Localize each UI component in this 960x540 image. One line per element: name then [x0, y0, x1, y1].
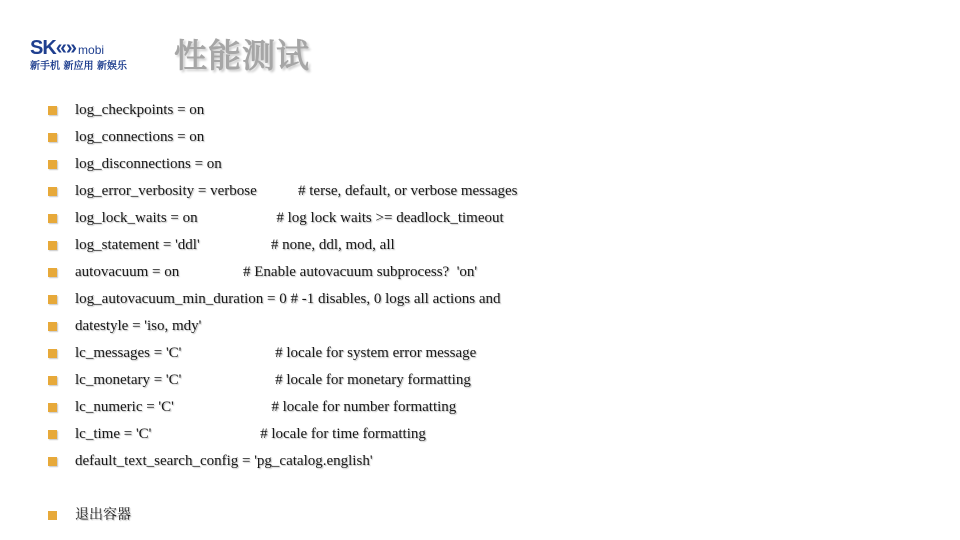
bullet-text: lc_numeric = 'C' # locale for number formatting [75, 399, 457, 415]
bullet-text: datestyle = 'iso, mdy' [75, 318, 202, 334]
bullet-square-icon [48, 187, 57, 196]
bullet-square-icon [48, 241, 57, 250]
logo-mark [30, 38, 104, 60]
bullet-text: log_autovacuum_min_duration = 0 # -1 disables, 0 logs all actions and [75, 291, 501, 307]
bullet-square-icon [48, 457, 57, 466]
bullet-square-icon [48, 349, 57, 358]
bullet-square-icon [48, 160, 57, 169]
company-logo [30, 38, 154, 74]
bullet-text: lc_monetary = 'C' # locale for monetary formatting [75, 372, 471, 388]
bullet-text: log_error_verbosity = verbose # terse, default, or verbose messages [75, 183, 518, 199]
logo-tagline: 新手机 新应用 新娱乐 [30, 61, 127, 72]
logo-chevrons-icon: «» [55, 37, 77, 59]
bullet-square-icon [48, 403, 57, 412]
bullet-square-icon [48, 214, 57, 223]
bullet-text: autovacuum = on # Enable autovacuum subprocess? 'on' [75, 264, 478, 280]
bullet-square-icon [48, 511, 57, 520]
bullet-square-icon [48, 106, 57, 115]
bullet-square-icon [48, 376, 57, 385]
bullet-text: log_statement = 'ddl' # none, ddl, mod, all [75, 237, 395, 253]
bullet-square-icon [48, 268, 57, 277]
slide-title: 性能测试 [174, 36, 310, 75]
bullet-square-icon [48, 133, 57, 142]
bullet-text: log_connections = on [75, 129, 205, 145]
bullet-text: default_text_search_config = 'pg_catalog.english' [75, 453, 373, 469]
logo-brand: SK [30, 37, 56, 59]
bullet-text: lc_messages = 'C' # locale for system error message [75, 345, 477, 361]
bullet-text: lc_time = 'C' # locale for time formatting [75, 426, 426, 442]
bullet-text: log_checkpoints = on [75, 102, 205, 118]
bullet-text: log_disconnections = on [75, 156, 222, 172]
bullet-square-icon [48, 430, 57, 439]
logo-mobi: mobi [78, 43, 105, 57]
bullet-square-icon [48, 295, 57, 304]
bullet-text: log_lock_waits = on # log lock waits >= deadlock_timeout [75, 210, 504, 226]
bullet-square-icon [48, 322, 57, 331]
bullet-text: 退出容器 [75, 507, 131, 523]
